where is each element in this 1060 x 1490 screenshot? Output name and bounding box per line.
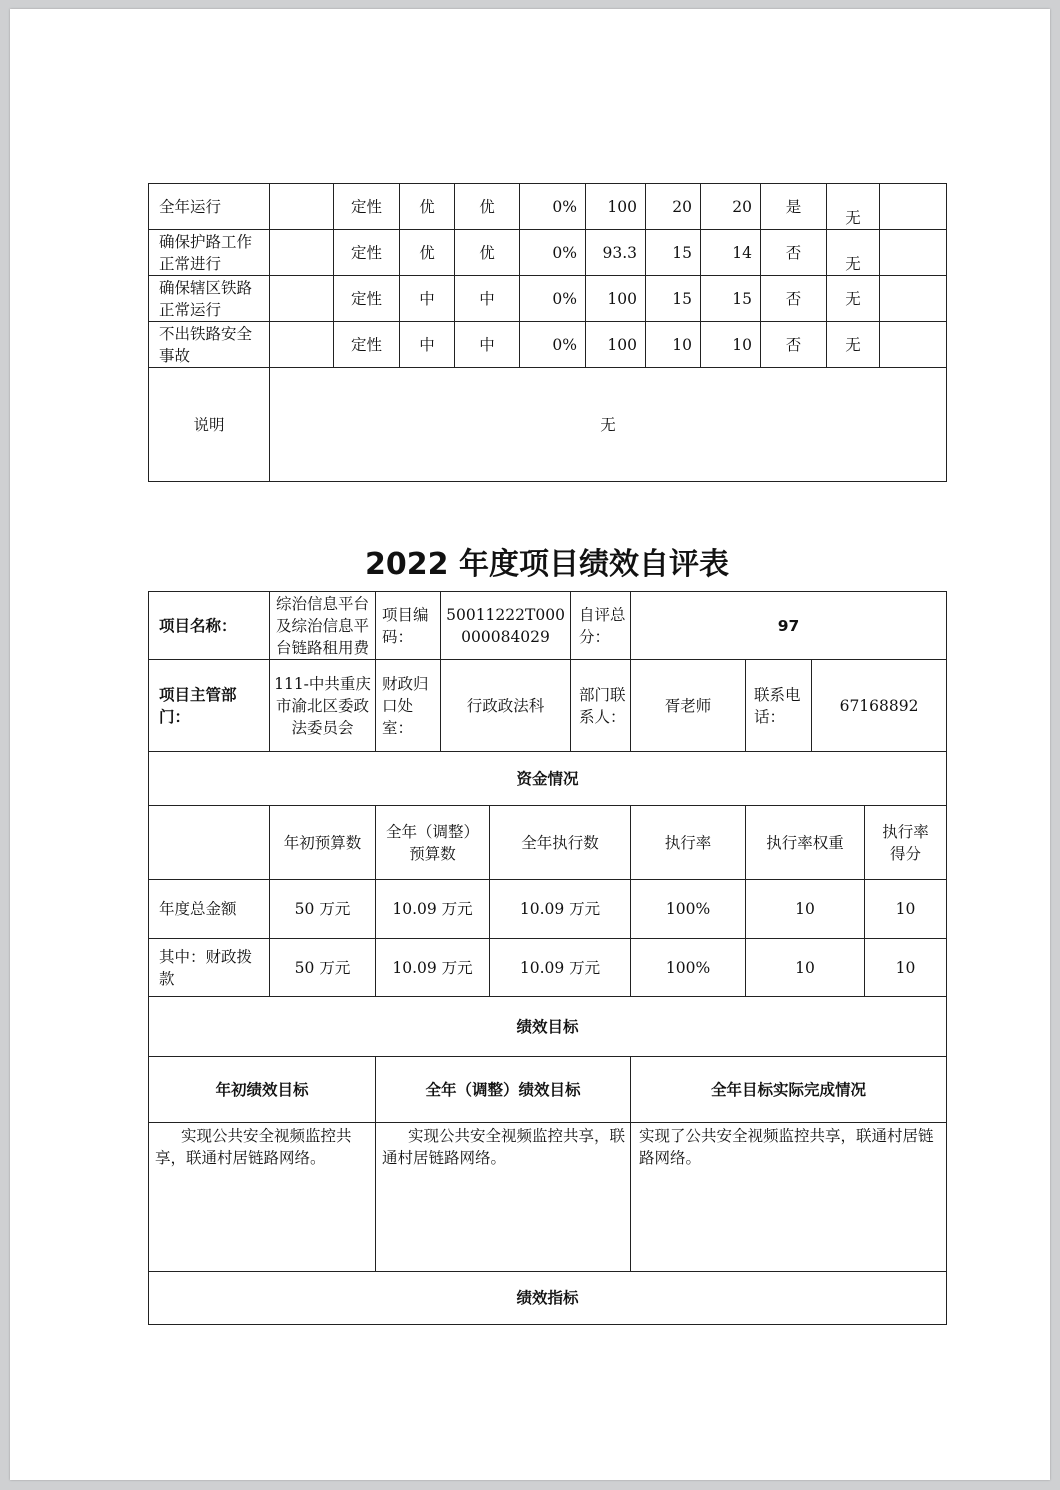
note-value: 无 bbox=[270, 368, 947, 482]
funds-score: 10 bbox=[865, 880, 947, 939]
indicator-flag: 否 bbox=[761, 322, 827, 368]
funds-header-rate: 执行率 bbox=[631, 806, 746, 880]
indicator-actual: 中 bbox=[455, 276, 520, 322]
indicator-type: 定性 bbox=[334, 230, 400, 276]
funds-section-title: 资金情况 bbox=[149, 752, 947, 806]
funds-weight: 10 bbox=[746, 939, 865, 997]
indicator-row bbox=[149, 276, 947, 322]
goals-header-initial: 年初绩效目标 bbox=[149, 1057, 376, 1123]
indicator-deviation: 0% bbox=[520, 276, 586, 322]
project-name-row bbox=[149, 592, 947, 660]
contact-label: 部门联系人： bbox=[571, 660, 631, 752]
funds-header-executed: 全年执行数 bbox=[490, 806, 631, 880]
blank-cell bbox=[270, 230, 334, 276]
funds-row bbox=[149, 939, 947, 997]
indicator-row bbox=[149, 184, 947, 230]
goal-actual-text: 实现了公共安全视频监控共享，联通村居链路网络。 bbox=[631, 1123, 947, 1272]
indicator-deviation: 0% bbox=[520, 230, 586, 276]
indicator-score: 20 bbox=[701, 184, 761, 230]
funds-executed: 10.09 万元 bbox=[490, 939, 631, 997]
indicator-flag: 否 bbox=[761, 276, 827, 322]
note-row bbox=[149, 368, 947, 482]
funds-header-score: 执行率得分 bbox=[865, 806, 947, 880]
indicators-section-row bbox=[149, 1272, 947, 1325]
indicator-completion: 93.3 bbox=[586, 230, 646, 276]
blank-cell bbox=[880, 184, 947, 230]
dept-label: 项目主管部门： bbox=[149, 660, 270, 752]
blank-cell bbox=[880, 276, 947, 322]
project-code-value: 50011222T000000084029 bbox=[441, 592, 571, 660]
goals-header-adjusted: 全年（调整）绩效目标 bbox=[376, 1057, 631, 1123]
funds-header-initial: 年初预算数 bbox=[270, 806, 376, 880]
indicator-deviation: 0% bbox=[520, 184, 586, 230]
indicator-actual: 优 bbox=[455, 230, 520, 276]
dept-value: 111-中共重庆市渝北区委政法委员会 bbox=[270, 660, 376, 752]
indicator-note: 无 bbox=[827, 230, 880, 276]
indicator-weight: 20 bbox=[646, 184, 701, 230]
indicators-section-title: 绩效指标 bbox=[149, 1272, 947, 1325]
funds-header-weight: 执行率权重 bbox=[746, 806, 865, 880]
indicator-weight: 15 bbox=[646, 276, 701, 322]
indicator-weight: 10 bbox=[646, 322, 701, 368]
funds-initial: 50 万元 bbox=[270, 939, 376, 997]
indicator-note: 无 bbox=[827, 184, 880, 230]
indicator-flag: 是 bbox=[761, 184, 827, 230]
phone-value: 67168892 bbox=[812, 660, 947, 752]
funds-section-row bbox=[149, 752, 947, 806]
goals-header-actual: 全年目标实际完成情况 bbox=[631, 1057, 947, 1123]
goal-initial-text: 实现公共安全视频监控共享，联通村居链路网络。 bbox=[149, 1123, 376, 1272]
funds-score: 10 bbox=[865, 939, 947, 997]
phone-label: 联系电话： bbox=[746, 660, 812, 752]
indicator-note: 无 bbox=[827, 322, 880, 368]
evaluation-table bbox=[148, 591, 947, 1325]
indicator-name: 确保护路工作正常进行 bbox=[149, 230, 270, 276]
indicator-actual: 中 bbox=[455, 322, 520, 368]
funds-adjusted: 10.09 万元 bbox=[376, 939, 490, 997]
blank-cell bbox=[270, 276, 334, 322]
indicator-target: 中 bbox=[400, 322, 455, 368]
page-title: 2022 年度项目绩效自评表 bbox=[365, 547, 729, 582]
funds-executed: 10.09 万元 bbox=[490, 880, 631, 939]
indicator-type: 定性 bbox=[334, 184, 400, 230]
self-score-label: 自评总分： bbox=[571, 592, 631, 660]
blank-cell bbox=[270, 322, 334, 368]
funds-row bbox=[149, 880, 947, 939]
indicator-type: 定性 bbox=[334, 322, 400, 368]
goals-content-row bbox=[149, 1123, 947, 1272]
indicator-score: 14 bbox=[701, 230, 761, 276]
funds-initial: 50 万元 bbox=[270, 880, 376, 939]
funds-header-row bbox=[149, 806, 947, 880]
goals-section-title: 绩效目标 bbox=[149, 997, 947, 1057]
blank-cell bbox=[270, 184, 334, 230]
indicator-completion: 100 bbox=[586, 322, 646, 368]
finance-office-value: 行政政法科 bbox=[441, 660, 571, 752]
indicator-actual: 优 bbox=[455, 184, 520, 230]
indicator-completion: 100 bbox=[586, 276, 646, 322]
funds-weight: 10 bbox=[746, 880, 865, 939]
funds-row-label: 其中：财政拨款 bbox=[149, 939, 270, 997]
department-row bbox=[149, 660, 947, 752]
indicator-score: 15 bbox=[701, 276, 761, 322]
project-name-value: 综治信息平台及综治信息平台链路租用费 bbox=[270, 592, 376, 660]
project-name-label: 项目名称： bbox=[149, 592, 270, 660]
indicator-name: 不出铁路安全事故 bbox=[149, 322, 270, 368]
finance-office-label: 财政归口处室： bbox=[376, 660, 441, 752]
indicator-continuation-table bbox=[148, 183, 947, 482]
indicator-score: 10 bbox=[701, 322, 761, 368]
goals-section-row bbox=[149, 997, 947, 1057]
funds-rate: 100% bbox=[631, 880, 746, 939]
blank-cell bbox=[880, 230, 947, 276]
indicator-weight: 15 bbox=[646, 230, 701, 276]
funds-adjusted: 10.09 万元 bbox=[376, 880, 490, 939]
contact-value: 胥老师 bbox=[631, 660, 746, 752]
funds-rate: 100% bbox=[631, 939, 746, 997]
indicator-name: 确保辖区铁路正常运行 bbox=[149, 276, 270, 322]
project-code-label: 项目编码： bbox=[376, 592, 441, 660]
indicator-target: 中 bbox=[400, 276, 455, 322]
blank-cell bbox=[880, 322, 947, 368]
indicator-note: 无 bbox=[827, 276, 880, 322]
indicator-completion: 100 bbox=[586, 184, 646, 230]
indicator-target: 优 bbox=[400, 184, 455, 230]
funds-header-blank bbox=[149, 806, 270, 880]
indicator-row bbox=[149, 230, 947, 276]
funds-row-label: 年度总金额 bbox=[149, 880, 270, 939]
indicator-row bbox=[149, 322, 947, 368]
document-page bbox=[10, 9, 1050, 1480]
indicator-flag: 否 bbox=[761, 230, 827, 276]
goals-header-row bbox=[149, 1057, 947, 1123]
indicator-name: 全年运行 bbox=[149, 184, 270, 230]
self-score-value: 97 bbox=[631, 592, 947, 660]
note-label: 说明 bbox=[149, 368, 270, 482]
indicator-target: 优 bbox=[400, 230, 455, 276]
indicator-deviation: 0% bbox=[520, 322, 586, 368]
funds-header-adjusted: 全年（调整）预算数 bbox=[376, 806, 490, 880]
goal-adjusted-text: 实现公共安全视频监控共享，联通村居链路网络。 bbox=[376, 1123, 631, 1272]
indicator-type: 定性 bbox=[334, 276, 400, 322]
